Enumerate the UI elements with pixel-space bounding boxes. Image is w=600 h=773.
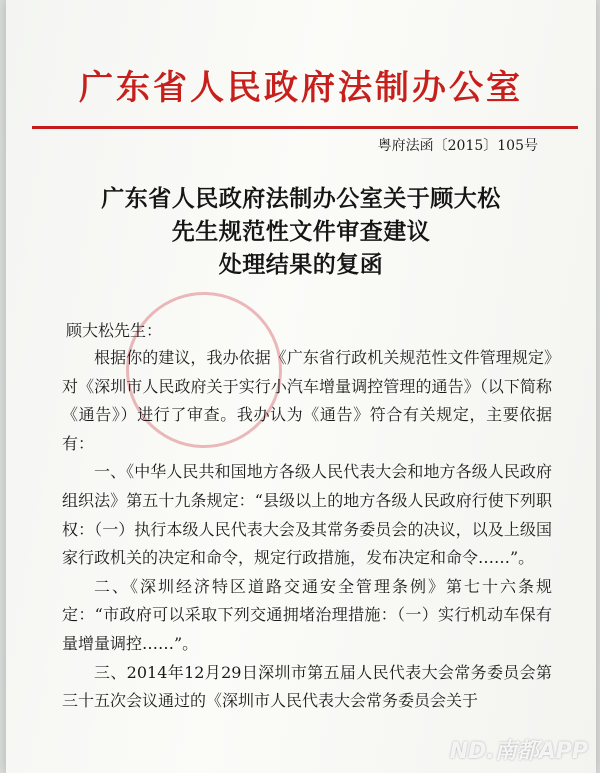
document-title [6,182,596,281]
red-divider-line [32,126,578,129]
body-paragraph: 二、《深圳经济特区道路交通安全管理条例》第七十六条规定：“市政府可以采取下列交通拥堵治理措施：（一）实行机动车保有量增量调控……”。 [62,576,552,653]
document-page [6,0,596,773]
body-paragraph: 根据你的建议，我办依据《广东省行政机关规范性文件管理规定》对《深圳市人民政府关于实行小汽车增量调控管理的通告》（以下简称《通告》）进行了审查。我办认为《通告》符合有关规定，主要依据有： [62,348,552,453]
title-line: 先生规范性文件审查建议 [171,218,431,245]
source-watermark: ND.南都APP [449,739,588,764]
salutation: 顾大松先生： [66,321,163,340]
body-paragraph: 一、《中华人民共和国地方各级人民代表大会和地方各级人民政府组织法》第五十九条规定：“县级以上的地方各级人民政府行使下列职权：（一）执行本级人民代表大会及其常务委员会的决议，以及上级国家行政机关的决定和命令，规定行政措施，发布决定和命令……”。 [62,462,552,568]
title-line: 处理结果的复函 [218,251,384,278]
document-number: 粤府法函〔2015〕105号 [377,138,538,154]
body-paragraph: 三、2014年12月29日深圳市第五届人民代表大会常务委员会第三十五次会议通过的《深圳市人民代表大会常务委员会关于 [62,662,552,711]
letter-body [62,344,552,716]
title-line: 广东省人民政府法制办公室关于顾大松 [101,185,501,212]
issuing-office-header: 广东省人民政府法制办公室 [79,68,523,108]
